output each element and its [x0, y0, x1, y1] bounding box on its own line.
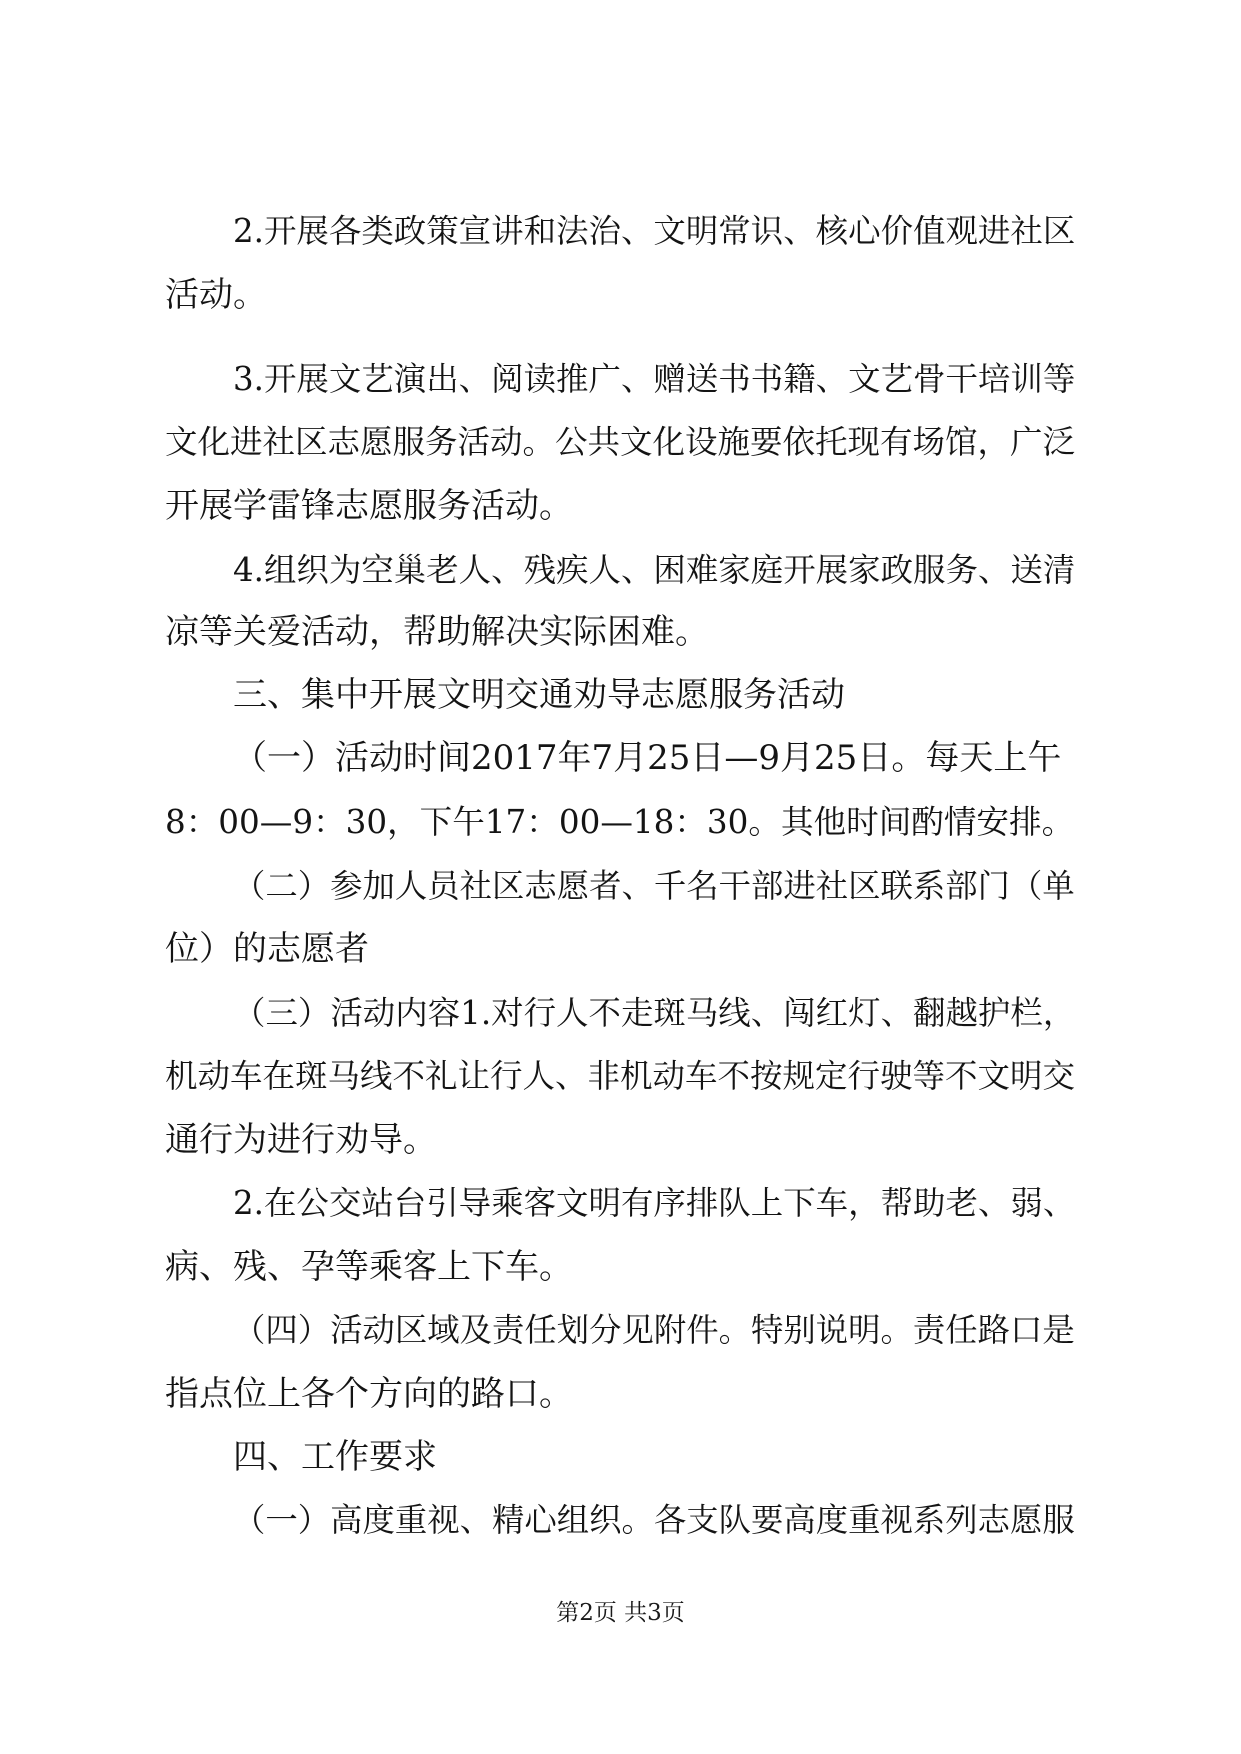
- text-line: （四）活动区域及责任划分见附件。特别说明。责任路口是: [233, 1311, 1075, 1349]
- text-line: 2.在公交站台引导乘客文明有序排队上下车，帮助老、弱、: [233, 1184, 1076, 1222]
- text-line: 开展学雷锋志愿服务活动。: [165, 486, 573, 526]
- text-line: （三）活动内容1.对行人不走斑马线、闯红灯、翻越护栏，: [233, 994, 1076, 1032]
- page-number-footer: 第2页 共3页: [556, 1600, 685, 1626]
- section-heading: 四、工作要求: [233, 1437, 437, 1477]
- text-line: （二）参加人员社区志愿者、千名干部进社区联系部门（单: [233, 867, 1075, 905]
- text-line: 病、残、孕等乘客上下车。: [165, 1247, 573, 1287]
- text-line: 通行为进行劝导。: [165, 1120, 437, 1160]
- text-line: 2.开展各类政策宣讲和法治、文明常识、核心价值观进社区: [233, 212, 1076, 250]
- text-line: （一）高度重视、精心组织。各支队要高度重视系列志愿服: [233, 1501, 1075, 1539]
- text-line: 3.开展文艺演出、阅读推广、赠送书书籍、文艺骨干培训等: [233, 360, 1076, 398]
- text-line: 指点位上各个方向的路口。: [165, 1374, 573, 1414]
- section-heading: 三、集中开展文明交通劝导志愿服务活动: [233, 675, 845, 715]
- text-line: 4.组织为空巢老人、残疾人、困难家庭开展家政服务、送清: [233, 551, 1076, 589]
- text-line: 位）的志愿者: [165, 929, 369, 969]
- text-line: 机动车在斑马线不礼让行人、非机动车不按规定行驶等不文明交: [165, 1057, 1076, 1095]
- text-line: （一）活动时间2017年7月25日—9月25日。每天上午: [233, 738, 1062, 778]
- text-line: 8：00—9：30，下午17：00—18：30。其他时间酌情安排。: [165, 803, 1075, 841]
- text-line: 凉等关爱活动，帮助解决实际困难。: [165, 612, 709, 652]
- text-line: 文化进社区志愿服务活动。公共文化设施要依托现有场馆，广泛: [165, 423, 1076, 461]
- text-line: 活动。: [165, 275, 267, 315]
